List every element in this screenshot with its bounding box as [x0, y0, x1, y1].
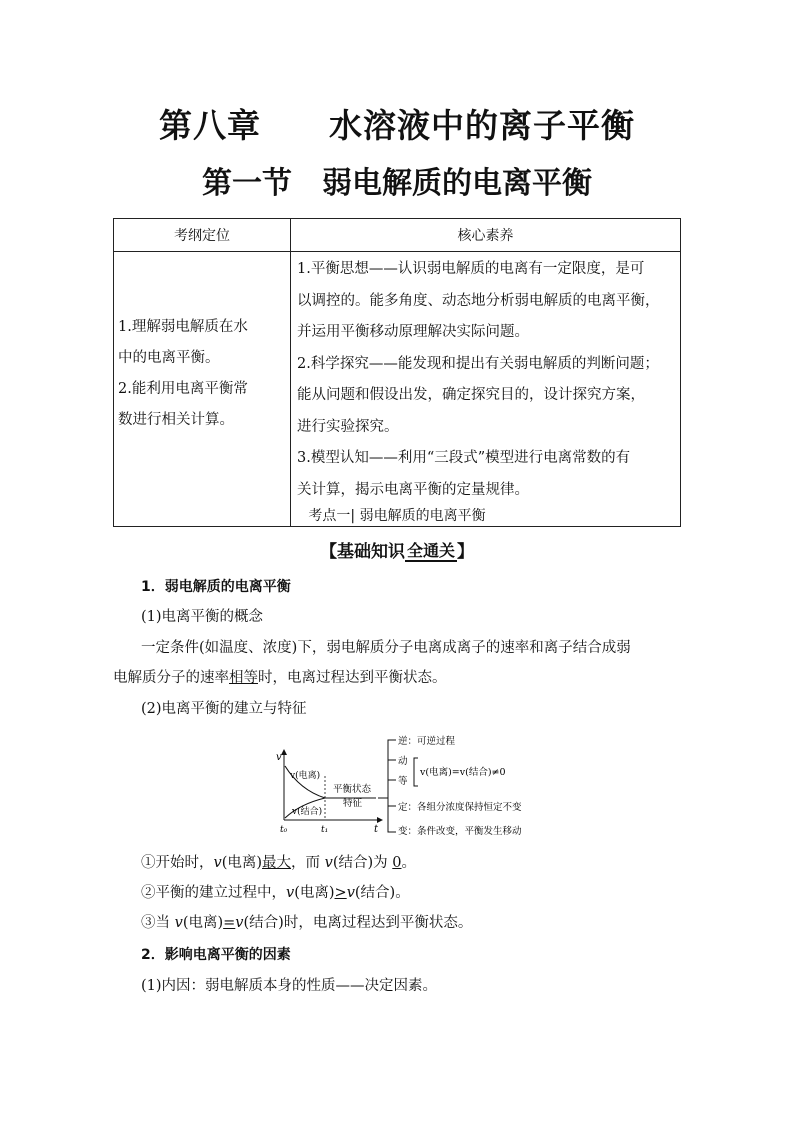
text: 时，电离过程达到平衡状态。	[258, 670, 447, 686]
t0-label: t₀	[280, 825, 288, 835]
table-line: 1.平衡思想——认识弱电解质的电离有一定限度，是可	[297, 261, 645, 277]
table-line: 能从问题和假设出发，确定探究目的，设计探究方案，	[297, 387, 645, 403]
paragraph-line: 一定条件(如温度、浓度)下，弱电解质分子电离成离子的速率和离子结合成弱	[141, 640, 631, 656]
table-line: 并运用平衡移动原理解决实际问题。	[297, 324, 529, 340]
label-v-ionization: v(电离)	[290, 771, 321, 781]
paragraph-line	[113, 668, 658, 688]
feature-change: 变：条件改变，平衡发生移动	[398, 826, 522, 837]
table-line: 1.理解弱电解质在水	[118, 319, 248, 335]
t1-label: t₁	[321, 825, 329, 835]
answer-underlined: >	[334, 885, 347, 901]
section-title: 第一节 弱电解质的电离平衡	[202, 166, 592, 201]
table-line: 数进行相关计算。	[118, 412, 234, 428]
equilibrium-diagram	[270, 728, 570, 844]
label-feature: 特征	[343, 798, 363, 809]
table-line: 关计算，揭示电离平衡的定量规律。	[297, 481, 529, 498]
text: ，而	[291, 855, 325, 871]
feature-dynamic: 动	[398, 756, 408, 767]
table-line: 进行实验探究。	[297, 418, 399, 435]
table-line: 3.模型认知——利用“三段式”模型进行电离常数的有	[297, 450, 631, 466]
basic-knowledge-banner	[0, 537, 794, 562]
table-line: 2.能利用电离平衡常	[118, 381, 248, 397]
sub-bracket	[414, 758, 418, 786]
answer-underlined: 最大	[262, 855, 292, 871]
point-3	[141, 913, 686, 933]
answer-underlined: 相等	[229, 670, 258, 686]
feature-bracket	[388, 740, 396, 832]
table-header-right: 核心素养	[291, 219, 681, 252]
text: ②平衡的建立过程中，	[141, 885, 286, 901]
table-cell-core-literacy	[291, 252, 681, 527]
table-line: 2.科学探究——能发现和提出有关弱电解质的判断问题；	[297, 355, 659, 372]
table-cell-exam-goals	[114, 252, 291, 527]
symbol-v: v	[235, 915, 244, 931]
subheading-1: (1)电离平衡的概念	[141, 609, 264, 625]
table-header-left: 考纲定位	[114, 219, 291, 252]
chapter-title: 第八章 水溶液中的离子平衡	[159, 106, 635, 145]
feature-fixed: 定：各组分浓度保持恒定不变	[398, 802, 522, 813]
feature-reversible: 逆：可逆过程	[398, 736, 456, 747]
kaodian-heading: 考点一| 弱电解质的电离平衡	[308, 508, 486, 524]
subheading-internal-cause: (1)内因：弱电解质本身的性质——决定因素。	[141, 978, 438, 994]
label-v-combination: v(结合)	[292, 807, 323, 817]
text: ①开始时，	[141, 855, 214, 871]
subheading-2: (2)电离平衡的建立与特征	[141, 701, 307, 717]
objectives-table	[113, 218, 681, 527]
text: (结合)为	[332, 855, 393, 871]
text: 。	[401, 855, 417, 871]
text: 电解质分子的速率	[113, 670, 229, 686]
symbol-v: v	[346, 885, 355, 901]
text: (电离)	[221, 855, 263, 871]
text: (结合)。	[354, 885, 410, 901]
banner-prefix: 【基础知识	[319, 542, 405, 562]
text: (电离)	[294, 885, 335, 901]
text: (结合)时，电离过程达到平衡状态。	[243, 915, 473, 931]
table-line: 中的电离平衡。	[118, 350, 220, 366]
banner-badge	[405, 542, 457, 562]
heading-1: 1．弱电解质的电离平衡	[141, 579, 291, 595]
answer-underlined: 0	[392, 855, 402, 871]
text: (电离)	[182, 915, 224, 931]
feature-equal-note: v(电离)=v(结合)≠0	[420, 767, 506, 778]
t-axis-label: t	[374, 824, 379, 835]
v-axis-label: v	[276, 752, 282, 763]
symbol-v: v	[286, 885, 295, 901]
symbol-v: v	[174, 915, 183, 931]
point-1	[141, 853, 686, 873]
symbol-v: v	[324, 855, 333, 871]
text: ③当	[141, 915, 175, 931]
banner-suffix: 】	[457, 542, 474, 562]
answer-underlined: =	[223, 915, 236, 931]
banner-badge-text: 全通关	[406, 541, 455, 560]
heading-2: 2．影响电离平衡的因素	[141, 947, 291, 963]
label-equilibrium-state: 平衡状态	[333, 784, 372, 795]
point-2	[141, 883, 686, 903]
symbol-v: v	[213, 855, 222, 871]
table-line: 以调控的。能多角度、动态地分析弱电解质的电离平衡，	[297, 292, 660, 309]
feature-equal: 等	[398, 776, 408, 787]
